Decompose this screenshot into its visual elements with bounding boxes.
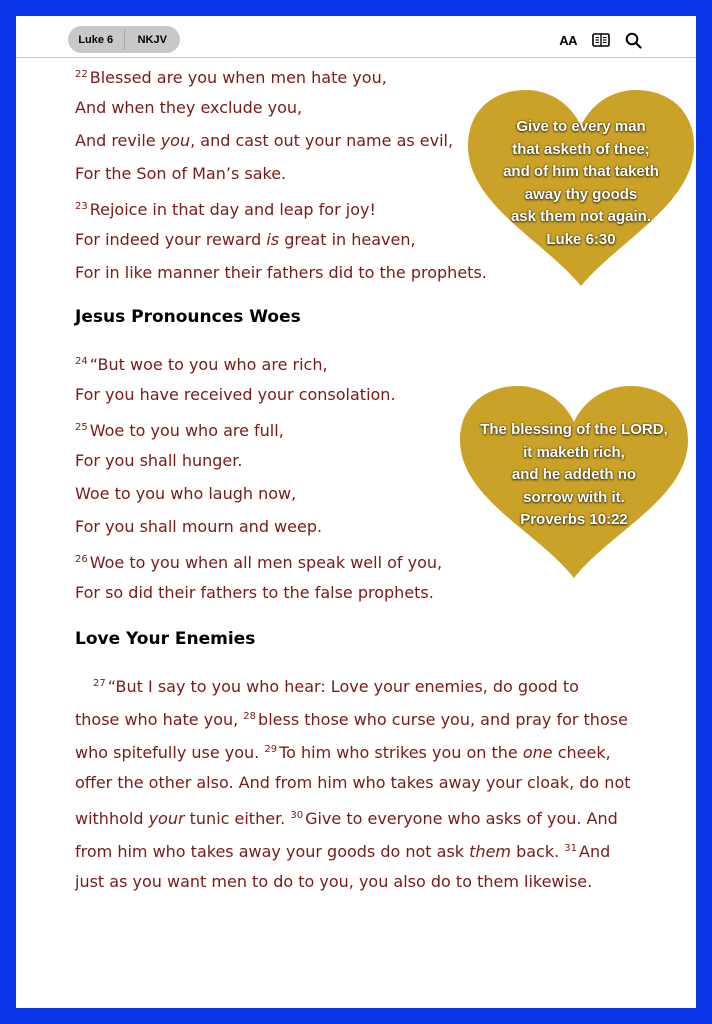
verse-text: “But woe to you who are rich, <box>89 355 328 374</box>
verse-text: For you shall hunger. <box>75 451 243 470</box>
verse-number: 31 <box>564 843 578 854</box>
verse-number: 25 <box>75 422 88 433</box>
verse-number: 28 <box>243 711 257 722</box>
verse-text: And when they exclude you, <box>75 98 303 117</box>
verse-text: For so did their fathers to the false prophets. <box>75 583 434 602</box>
quote-reference: Proverbs 10:22 <box>520 511 628 528</box>
verse-text: withhold your tunic either. <box>75 809 291 828</box>
quote-line: that asketh of thee; <box>512 140 650 158</box>
verse-text: Woe to you who laugh now, <box>75 484 297 503</box>
verse-text: For in like manner their fathers did to the prophets. <box>75 263 487 282</box>
toolbar-icons <box>559 30 642 50</box>
verse-text: For you have received your consolation. <box>75 385 396 404</box>
verses-27-31 <box>75 667 645 898</box>
verse-text: For indeed your reward is great in heaven, <box>75 230 416 249</box>
verse-text: who spitefully use you. <box>75 743 265 762</box>
heart-quote <box>456 419 692 532</box>
search-icon[interactable] <box>625 30 642 50</box>
verse-text: For the Son of Man’s sake. <box>75 164 287 183</box>
quote-line: The blessing of the LORD, <box>480 421 668 438</box>
verse-text: Rejoice in that day and leap for joy! <box>89 200 376 219</box>
verse-text: Give to everyone who asks of you. And <box>305 809 618 828</box>
heart-graphic-luke-6-30 <box>464 86 696 292</box>
quote-line: away thy goods <box>524 185 638 203</box>
font-size-icon[interactable]: AA <box>559 32 577 48</box>
verse-text: Woe to you who are full, <box>89 421 284 440</box>
verse-text: Blessed are you when men hate you, <box>89 68 387 87</box>
version-button[interactable]: NKJV <box>137 33 167 46</box>
verse-text: For you shall mourn and weep. <box>75 517 323 536</box>
quote-line: it maketh rich, <box>523 443 625 461</box>
quote-line: and of him that taketh <box>503 163 659 180</box>
verse-number: 27 <box>93 678 106 689</box>
quote-line: and he addeth no <box>511 466 637 483</box>
verse-number: 22 <box>75 69 88 80</box>
verse-text: those who hate you, <box>75 710 244 729</box>
book-version-selector <box>68 26 180 53</box>
verse-text: from him who takes away your goods do not ask them back. <box>75 842 565 861</box>
reader-page <box>16 16 696 1008</box>
book-chapter-button[interactable]: Luke 6 <box>78 33 114 46</box>
quote-line: Give to every man <box>516 118 646 135</box>
verse-text: Woe to you when all men speak well of you, <box>89 553 443 572</box>
book-icon[interactable] <box>592 30 610 50</box>
heart-quote <box>464 116 696 251</box>
verse-text: just as you want men to do to you, you also do to them likewise. <box>75 872 593 891</box>
verse-text: To him who strikes you on the one cheek, <box>279 743 611 762</box>
verse-text: offer the other also. And from him who takes away your cloak, do not <box>75 773 631 792</box>
verse-number: 24 <box>75 356 88 367</box>
quote-line: ask them not again. <box>510 208 652 225</box>
verse-line <box>75 345 675 378</box>
verse-text: “But I say to you who hear: Love your enemies, do good to <box>107 677 579 696</box>
quote-line: sorrow with it. <box>523 488 625 506</box>
verse-number: 26 <box>75 554 88 565</box>
verse-number: 30 <box>290 810 304 821</box>
verse-number: 23 <box>75 201 88 212</box>
verse-text: And <box>579 842 611 861</box>
verse-number: 29 <box>264 744 278 755</box>
section-heading-love-enemies: Love Your Enemies <box>75 629 256 649</box>
section-heading-woes: Jesus Pronounces Woes <box>75 307 301 327</box>
toolbar <box>16 16 696 58</box>
quote-reference: Luke 6:30 <box>546 230 616 248</box>
verse-text: bless those who curse you, and pray for those <box>258 710 628 729</box>
verse-text: And revile you, and cast out your name as evil, <box>75 131 454 150</box>
heart-graphic-proverbs-10-22 <box>456 382 692 582</box>
